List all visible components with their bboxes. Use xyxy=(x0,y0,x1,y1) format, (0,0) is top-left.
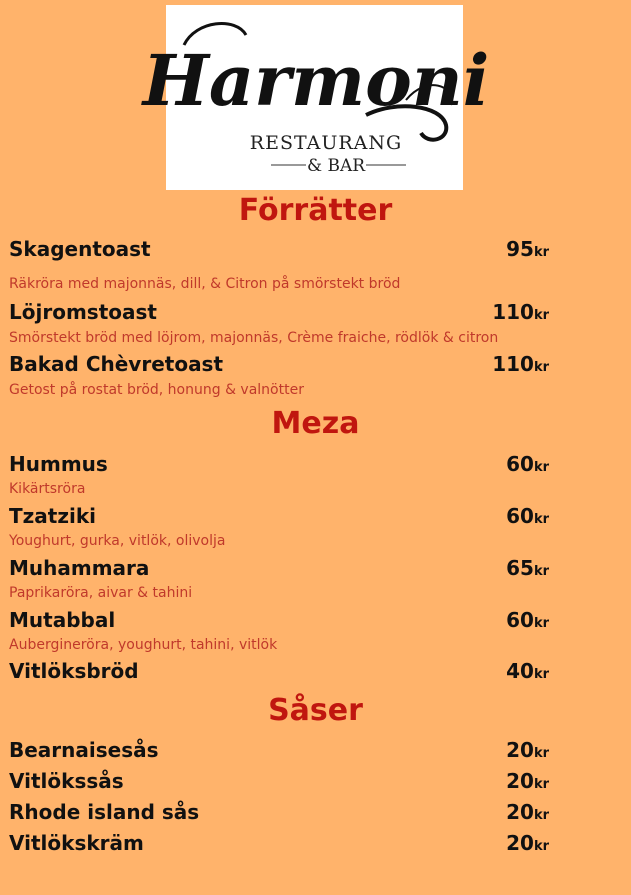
item-description: Getost på rostat bröd, honung & valnötter xyxy=(9,382,304,398)
item-description: Paprikaröra, aivar & tahini xyxy=(9,585,193,601)
item-description: Kikärtsröra xyxy=(9,481,86,497)
section-title-saser: Såser xyxy=(268,693,363,728)
item-name: Bearnaisesås xyxy=(9,738,159,762)
item-price: 60kr xyxy=(506,452,549,476)
item-name: Tzatziki xyxy=(9,504,96,528)
restaurant-logo xyxy=(142,5,490,190)
item-name: Hummus xyxy=(9,452,108,476)
item-description: Youghurt, gurka, vitlök, olivolja xyxy=(9,533,226,549)
item-name: Mutabbal xyxy=(9,608,116,632)
item-name: Skagentoast xyxy=(9,237,151,261)
section-title-meza: Meza xyxy=(271,406,360,441)
item-price: 20kr xyxy=(506,800,549,824)
item-name: Vitlöksbröd xyxy=(9,659,139,683)
item-price: 60kr xyxy=(506,504,549,528)
item-price: 95kr xyxy=(506,237,549,261)
item-description: Räkröra med majonnäs, dill, & Citron på smörstekt bröd xyxy=(9,276,401,292)
logo-script-text: Harmoni xyxy=(142,39,490,122)
section-title-forratter: Förrätter xyxy=(238,193,393,228)
item-price: 60kr xyxy=(506,608,549,632)
logo-line1: RESTAURANG xyxy=(249,132,403,154)
item-price: 65kr xyxy=(506,556,549,580)
item-description: Aubergineröra, youghurt, tahini, vitlök xyxy=(9,637,278,653)
item-price: 110kr xyxy=(492,352,549,376)
item-name: Löjromstoast xyxy=(9,300,157,324)
item-price: 110kr xyxy=(492,300,549,324)
item-price: 20kr xyxy=(506,738,549,762)
item-price: 20kr xyxy=(506,769,549,793)
item-name: Vitlökssås xyxy=(9,769,124,793)
logo-line2: & BAR xyxy=(306,156,366,176)
item-name: Bakad Chèvretoast xyxy=(9,352,224,376)
item-name: Rhode island sås xyxy=(9,800,200,824)
item-description: Smörstekt bröd med löjrom, majonnäs, Crème fraiche, rödlök & citron xyxy=(9,330,499,346)
item-price: 20kr xyxy=(506,831,549,855)
item-price: 40kr xyxy=(506,659,549,683)
item-name: Vitlökskräm xyxy=(9,831,144,855)
item-name: Muhammara xyxy=(9,556,150,580)
